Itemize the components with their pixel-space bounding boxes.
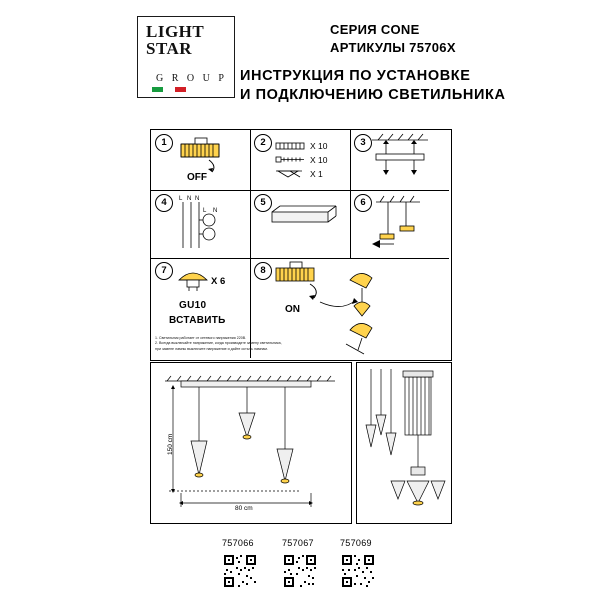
logo-group-word: G R O U P	[156, 73, 227, 84]
svg-text:N: N	[195, 196, 200, 202]
step-7-lamp-type: GU10	[179, 300, 207, 311]
logo-text	[146, 23, 232, 57]
step-2-item-3-qty: X 1	[310, 169, 323, 179]
step-5-number: 5	[254, 194, 272, 212]
sku-label-3: 757069	[340, 538, 372, 548]
qr-code-3	[340, 553, 376, 589]
header	[0, 0, 600, 118]
step-2-cell	[250, 130, 350, 190]
step-7-quantity: X 6	[211, 276, 226, 287]
step-7-action-label: ВСТАВИТЬ	[169, 315, 226, 326]
step-4-cell	[151, 190, 250, 258]
sku-label-1: 757066	[222, 538, 254, 548]
step-1-cell	[151, 130, 250, 190]
logo-line-2: STAR	[146, 39, 193, 58]
qr-code-1	[222, 553, 258, 589]
step-2-item-2-qty: X 10	[310, 155, 328, 165]
svg-text:N: N	[187, 196, 192, 202]
step-2-number: 2	[254, 134, 272, 152]
step-7-number: 7	[155, 262, 173, 280]
step-3-number: 3	[354, 134, 372, 152]
article-label: АРТИКУЛЫ 75706X	[330, 40, 456, 55]
step-3-cell	[350, 130, 449, 190]
qr-code-2	[282, 553, 318, 589]
brand-logo	[137, 16, 235, 98]
step-5-cell	[250, 190, 350, 258]
svg-text:N: N	[213, 208, 218, 214]
installation-diagram	[150, 362, 352, 524]
diagram-width-label: 80 cm	[235, 505, 253, 512]
step-6-number: 6	[354, 194, 372, 212]
steps-frame	[150, 129, 452, 361]
step-1-label: OFF	[187, 172, 207, 183]
step-2-item-1-qty: X 10	[310, 141, 328, 151]
italy-flag-icon	[152, 87, 186, 92]
svg-text:L: L	[203, 208, 207, 214]
step-6-cell	[350, 190, 449, 258]
svg-text:L: L	[179, 196, 183, 202]
note-2: 2. Всегда выключайте напряжение, когда производите замену светильника,	[155, 341, 282, 346]
note-3: при замене лампы выключите напряжение и дайте остыть лампам.	[155, 346, 268, 351]
note-1: 1. Светильник работает от сетевого напряжения 220В.	[155, 336, 247, 340]
logo-line-1: LIGHT	[146, 22, 205, 41]
step-8-number: 8	[254, 262, 272, 280]
instruction-title-line-2: И ПОДКЛЮЧЕНИЮ СВЕТИЛЬНИКА	[240, 87, 506, 103]
product-variants-panel	[356, 362, 452, 524]
notes-block	[155, 336, 330, 352]
step-8-label: ON	[285, 304, 300, 315]
sku-label-2: 757067	[282, 538, 314, 548]
diagram-height-label: 150 cm	[167, 433, 174, 455]
step-4-number: 4	[155, 194, 173, 212]
step-1-number: 1	[155, 134, 173, 152]
instruction-title-line-1: ИНСТРУКЦИЯ ПО УСТАНОВКЕ	[240, 68, 471, 84]
series-label: СЕРИЯ CONE	[330, 22, 420, 37]
